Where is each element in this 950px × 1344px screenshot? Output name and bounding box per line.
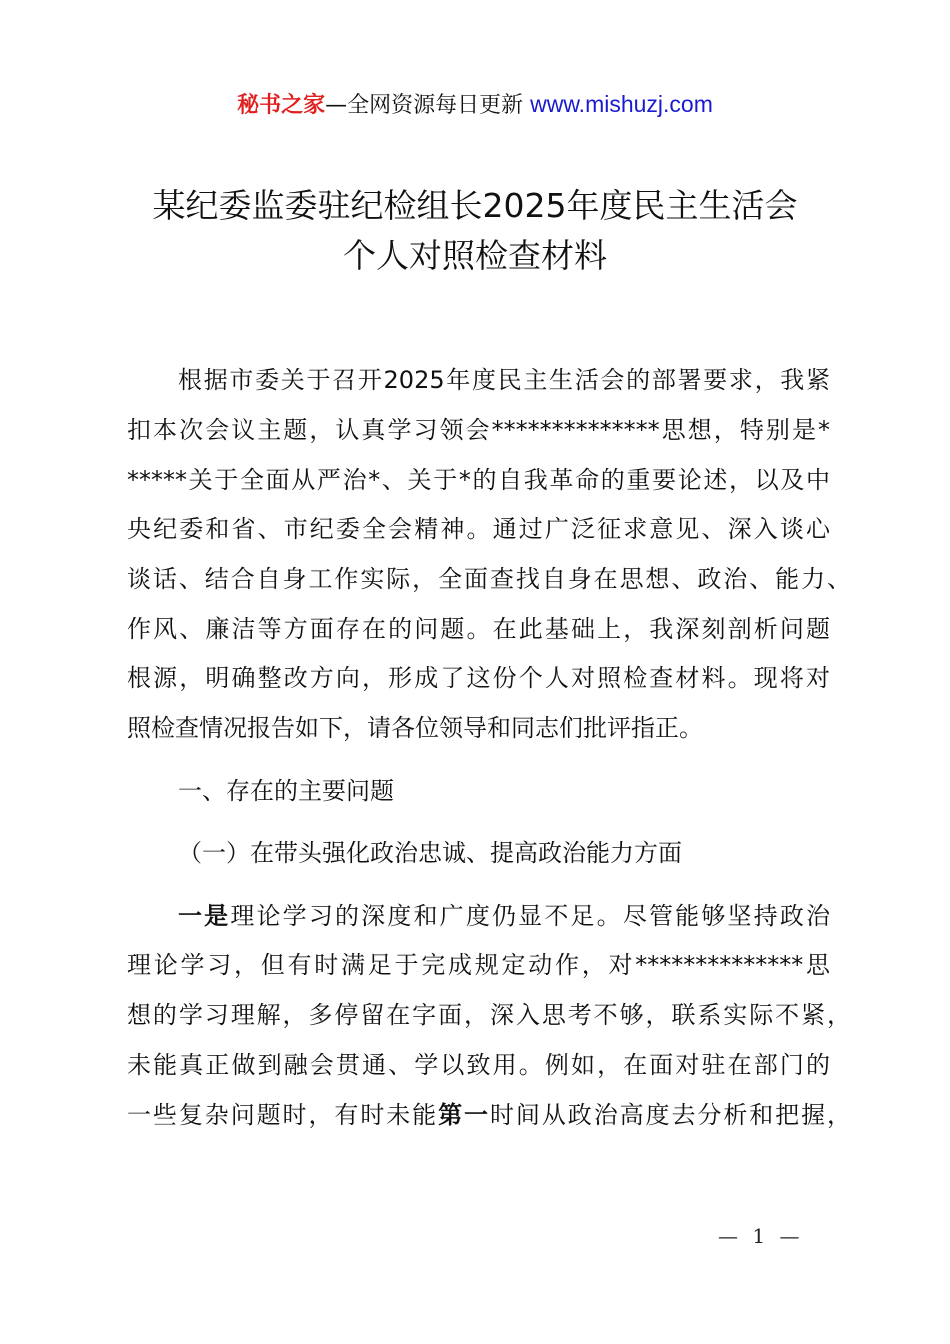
body-line: 作风、廉洁等方面存在的问题。在此基础上，我深刻剖析问题 <box>127 615 830 643</box>
body-line: 理论学习，但有时满足于完成规定动作，对**************思 <box>127 951 830 979</box>
tagline: —全网资源每日更新 <box>325 93 531 118</box>
body-line: *****关于全面从严治*、关于*的自我革命的重要论述，以及中 <box>127 466 830 494</box>
text: 一些复杂问题时，有时未能 <box>127 1101 439 1129</box>
body-line: 谈话、结合自身工作实际，全面查找自身在思想、政治、能力、 <box>127 565 851 593</box>
site-url-link[interactable]: www.mishuzj.com <box>530 91 713 117</box>
text: 理论学习的深度和广度仍显不足。尽管能够坚持政治 <box>230 902 831 930</box>
body-line: 根据市委关于召开2025年度民主生活会的部署要求，我紧 <box>178 366 830 394</box>
body-line: 央纪委和省、市纪委全会精神。通过广泛征求意见、深入谈心 <box>127 515 830 543</box>
document-title-line-2: 个人对照检查材料 <box>343 236 607 275</box>
site-banner <box>0 88 950 122</box>
bold-text: 第一 <box>438 1101 490 1129</box>
bold-lead: 一是 <box>178 902 231 930</box>
body-line <box>178 901 830 931</box>
body-line: 照检查情况报告如下，请各位领导和同志们批评指正。 <box>127 714 703 742</box>
page-number: — 1 — <box>718 1224 800 1248</box>
body-line <box>127 1100 851 1130</box>
text: 时间从政治高度去分析和把握， <box>489 1101 852 1129</box>
body-line: 扣本次会议主题，认真学习领会**************思想，特别是* <box>127 416 830 444</box>
body-line: 未能真正做到融会贯通、学以致用。例如，在面对驻在部门的 <box>127 1051 830 1079</box>
body-line: 根源，明确整改方向，形成了这份个人对照检查材料。现将对 <box>127 664 830 692</box>
body-line: 想的学习理解，多停留在字面，深入思考不够，联系实际不紧， <box>127 1001 851 1029</box>
document-title-line-1: 某纪委监委驻纪检组长2025年度民主生活会 <box>152 186 798 225</box>
brand-name: 秘书之家 <box>237 93 326 118</box>
subsection-heading: （一）在带头强化政治忠诚、提高政治能力方面 <box>178 839 682 867</box>
section-heading: 一、存在的主要问题 <box>178 777 394 805</box>
